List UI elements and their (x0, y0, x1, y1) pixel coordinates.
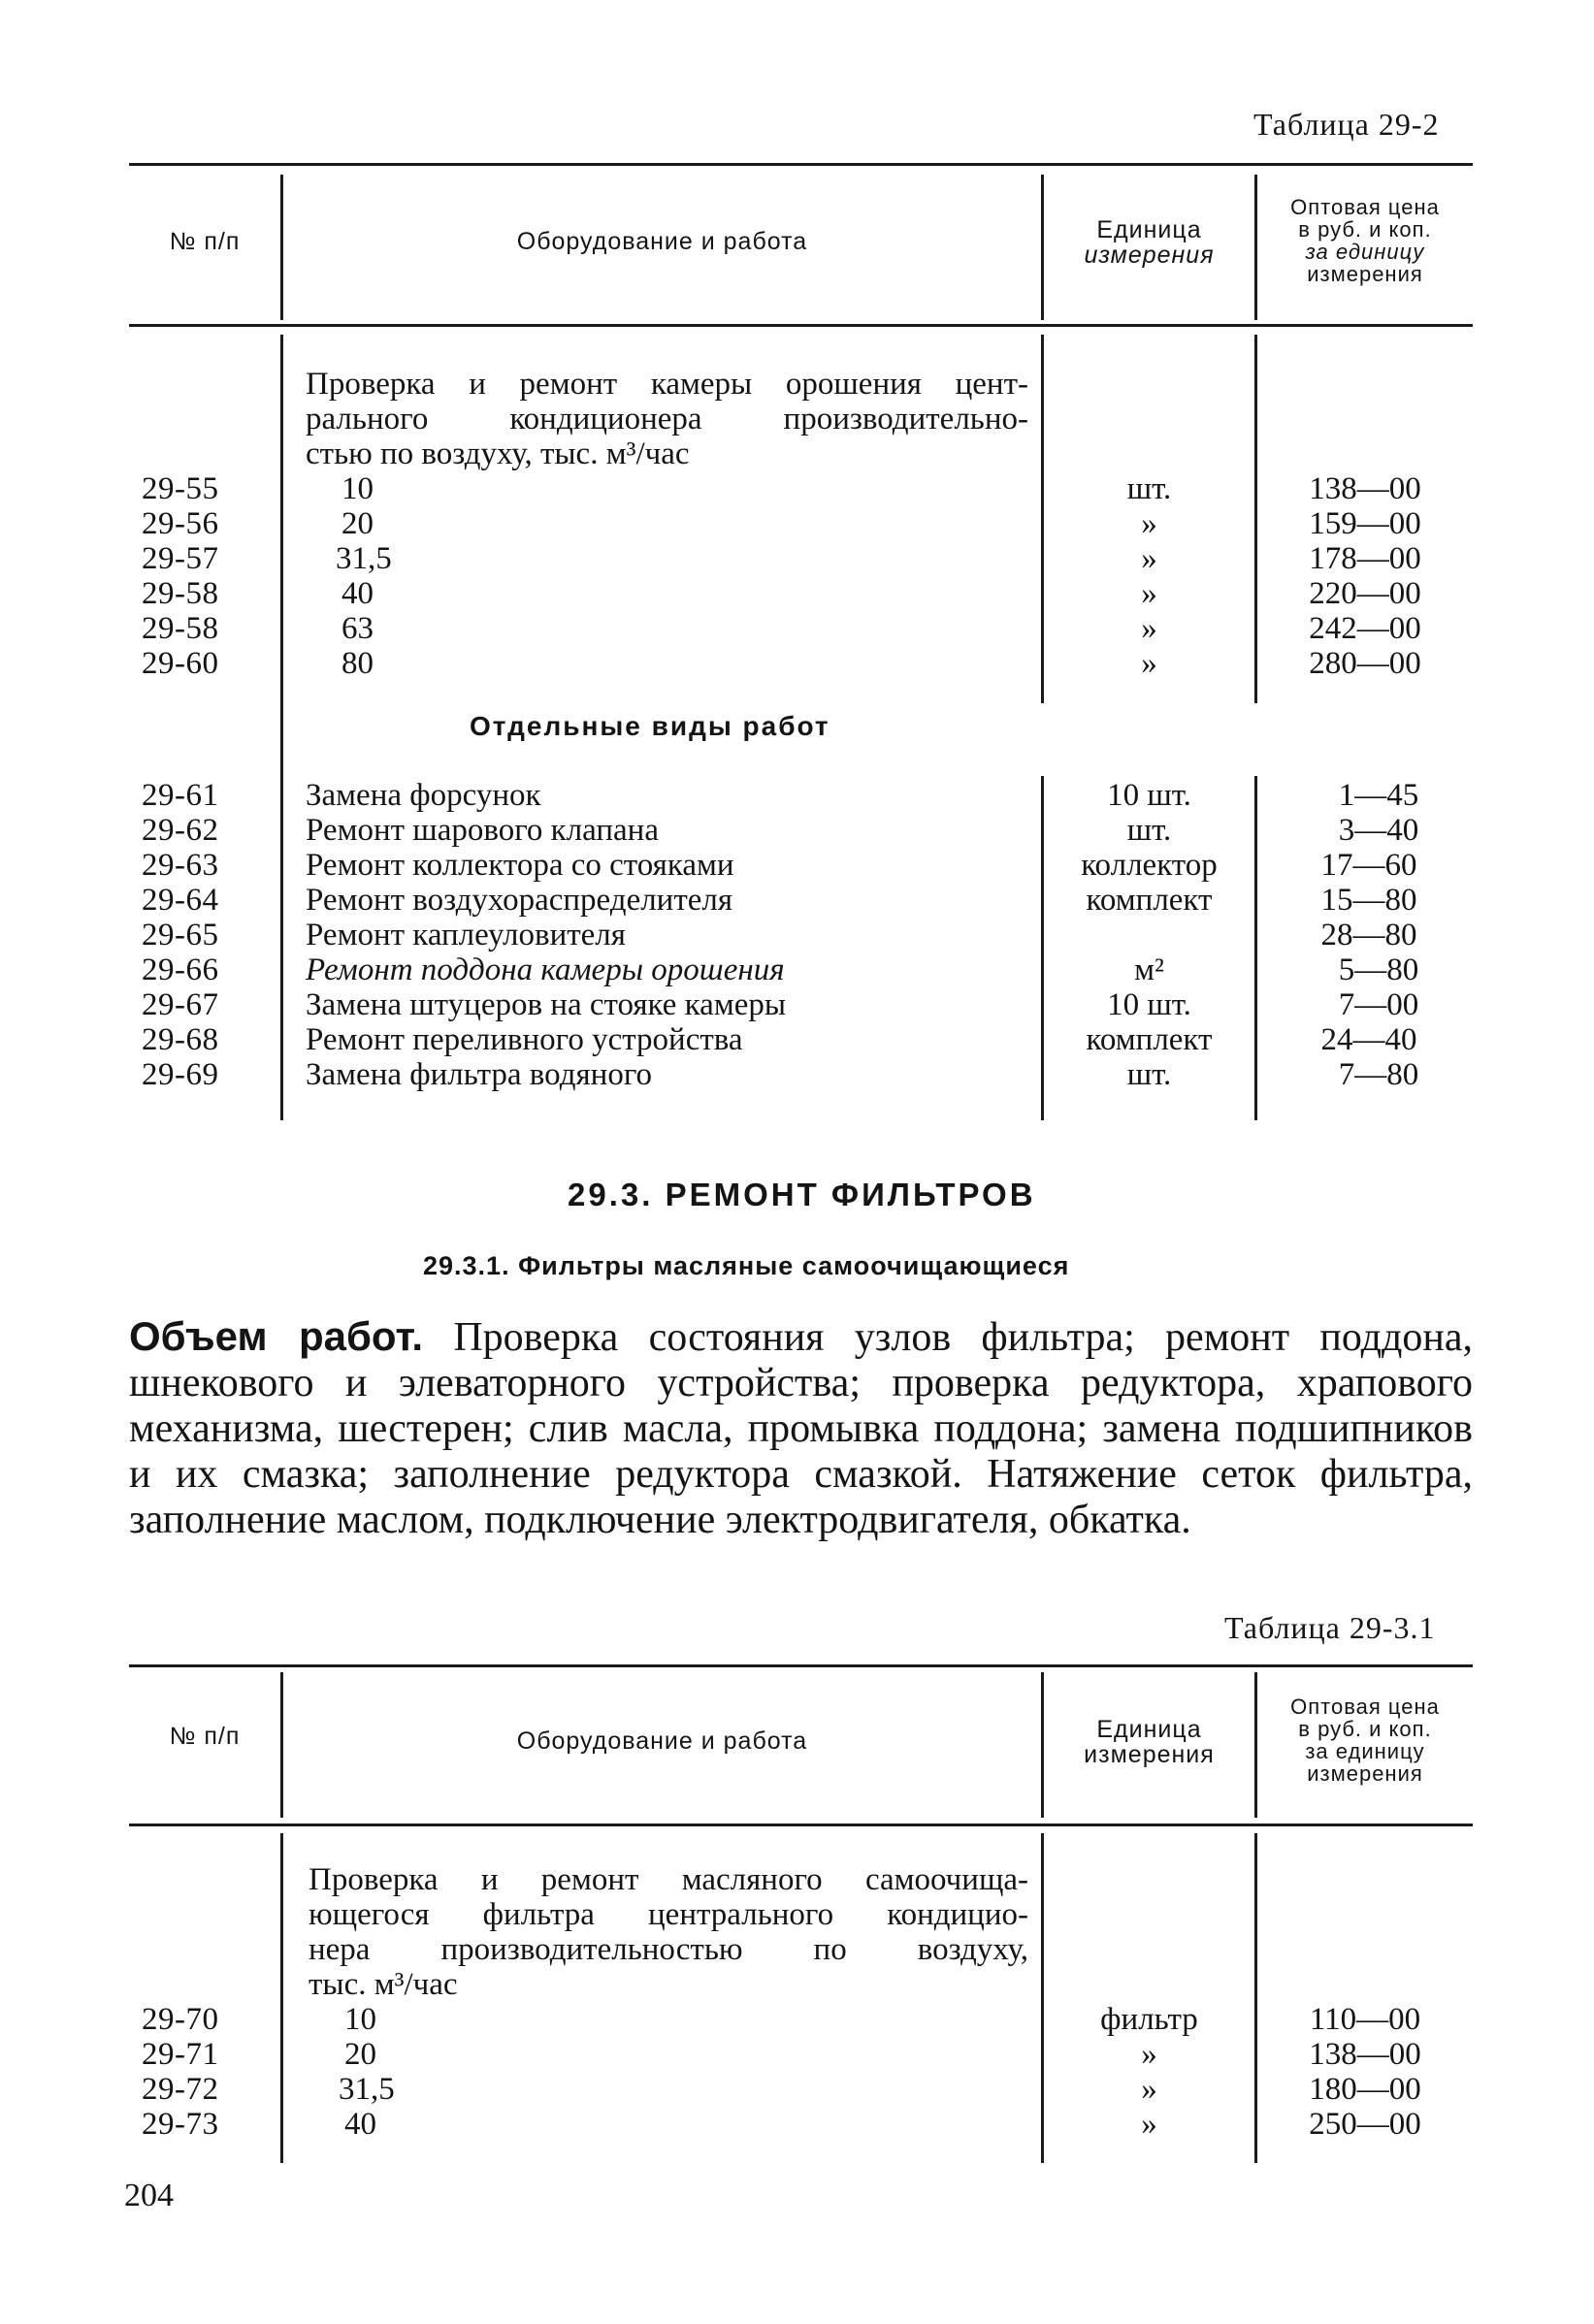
row-number: 29-56 (142, 506, 219, 541)
row-unit: шт. (1126, 1057, 1172, 1092)
table-29-2-header-price-line2: в руб. и коп. (1298, 217, 1432, 242)
table-29-3-1-body-divider-1 (280, 1833, 283, 2163)
table-29-3-1-top-rule (129, 1664, 1473, 1667)
table-29-2-header-rule (129, 324, 1473, 327)
row-price: 15—80 (1320, 883, 1417, 918)
row-unit: комплект (1086, 883, 1213, 918)
page-number: 204 (124, 2178, 174, 2213)
table-29-2-header-price (1257, 196, 1473, 285)
row-capacity: 20 (342, 506, 374, 541)
row-capacity: 63 (342, 611, 374, 646)
row-number: 29-58 (142, 611, 219, 646)
table-29-2-header-price-line3: за единицу (1305, 240, 1425, 265)
row-unit: коллектор (1081, 848, 1218, 883)
row-unit: комплект (1086, 1022, 1213, 1057)
table-29-2-header-unit (1044, 217, 1254, 269)
table-29-2-group-desc-line2: рального кондиционера производительно- (306, 402, 1028, 436)
row-work: Ремонт воздухораспределителя (306, 883, 733, 918)
row-capacity: 31,5 (336, 541, 392, 576)
table-29-3-1-group-desc-line3: нера производительностью по воздуху, (309, 1932, 1028, 1967)
table-29-2-group-desc-line3: стью по воздуху, тыс. м³/час (306, 436, 690, 471)
row-number: 29-64 (142, 883, 219, 918)
table-29-3-1-header-unit-line1: Единица (1096, 1716, 1202, 1743)
row-unit: » (1141, 2107, 1157, 2142)
row-price: 5—80 (1338, 952, 1419, 987)
row-price: 17—60 (1320, 848, 1417, 883)
table-29-3-1-header-price-line1: Оптовая цена (1290, 1695, 1440, 1719)
row-price: 250—00 (1309, 2107, 1421, 2142)
scope-text: Проверка состояния узлов фильтра; ремонт поддона, шнекового и элеваторного устройства; проверка редуктора, храпового механизма, шестерен; слив масла, промывка поддона; замена подшипников и их смазка; заполнение редуктора смазкой. Натяжение сеток фильтра, заполнение маслом, подключение электродвигателя, обкатка. (129, 1315, 1473, 1542)
row-unit: фильтр (1100, 2002, 1198, 2037)
row-number: 29-55 (142, 471, 219, 506)
table-29-2-header-price-line4: измерения (1307, 262, 1423, 287)
row-unit: » (1141, 646, 1157, 681)
row-unit: м² (1134, 952, 1164, 987)
row-unit: » (1141, 541, 1157, 576)
row-price: 159—00 (1309, 506, 1421, 541)
table-29-2-header-price-line1: Оптовая цена (1290, 195, 1440, 219)
row-number: 29-58 (142, 576, 219, 611)
table-29-3-1-header-price-line4: измерения (1307, 1761, 1423, 1787)
row-price: 24—40 (1320, 1022, 1417, 1057)
row-number: 29-57 (142, 541, 219, 576)
row-unit: шт. (1126, 813, 1172, 848)
section-title: 29.3. РЕМОНТ ФИЛЬТРОВ (568, 1177, 1036, 1212)
table-29-3-1-title: Таблица 29-3.1 (1224, 1610, 1436, 1645)
row-unit: шт. (1126, 471, 1172, 506)
row-capacity: 80 (342, 646, 374, 681)
row-capacity: 10 (344, 2002, 376, 2037)
table-29-2-subheading: Отдельные виды работ (470, 711, 830, 741)
row-unit: 10 шт. (1107, 987, 1191, 1022)
row-work: Замена штуцеров на стояке камеры (306, 987, 787, 1022)
row-work: Ремонт переливного устройства (306, 1022, 743, 1057)
table-29-3-1-header-price-line3: за единицу (1305, 1739, 1425, 1764)
row-unit: » (1141, 576, 1157, 611)
table-29-3-1-header-equipment: Оборудование и работа (516, 1727, 808, 1755)
row-number: 29-61 (142, 778, 219, 813)
row-price: 7—80 (1338, 1057, 1419, 1092)
table-29-3-1-group-desc-line4: тыс. м³/час (309, 1967, 458, 2002)
row-work: Замена форсунок (306, 778, 541, 813)
row-work: Замена фильтра водяного (306, 1057, 653, 1092)
row-unit: » (1141, 506, 1157, 541)
row-work: Ремонт шарового клапана (306, 813, 659, 848)
table-29-2-header-unit-line1: Единица (1096, 216, 1202, 243)
row-price: 1—45 (1338, 778, 1419, 813)
subsection-title: 29.3.1. Фильтры масляные самоочищающиеся (423, 1251, 1070, 1280)
row-number: 29-68 (142, 1022, 219, 1057)
row-capacity: 31,5 (339, 2072, 395, 2107)
table-29-2-header-num: № п/п (169, 228, 241, 255)
row-capacity: 40 (342, 576, 374, 611)
row-number: 29-70 (142, 2002, 219, 2037)
row-capacity: 40 (344, 2107, 376, 2142)
table-29-3-1-header-price (1257, 1695, 1473, 1785)
row-unit: » (1141, 2037, 1157, 2072)
table-29-3-1-header-unit-line2: измерения (1084, 1741, 1215, 1769)
row-price: 138—00 (1309, 471, 1421, 506)
row-price: 28—80 (1320, 918, 1417, 952)
table-29-2-group-desc-line1: Проверка и ремонт камеры орошения цент- (306, 367, 1028, 402)
row-price: 178—00 (1309, 541, 1421, 576)
table-29-3-1-group-desc-line2: ющегося фильтра центрального кондицио- (309, 1897, 1028, 1932)
row-price: 3—40 (1338, 813, 1419, 848)
row-price: 138—00 (1309, 2037, 1421, 2072)
table-29-3-1-header-unit (1044, 1717, 1254, 1768)
row-capacity: 20 (344, 2037, 376, 2072)
table-29-2-title: Таблица 29-2 (1253, 107, 1440, 142)
row-work: Ремонт поддона камеры орошения (306, 952, 785, 987)
row-number: 29-72 (142, 2072, 219, 2107)
row-capacity: 10 (342, 471, 374, 506)
row-number: 29-66 (142, 952, 219, 987)
row-price: 7—00 (1338, 987, 1419, 1022)
table-29-3-1-header-rule (129, 1824, 1473, 1826)
scope-label: Объем работ. (129, 1313, 424, 1359)
row-work: Ремонт коллектора со стояками (306, 848, 734, 883)
table-29-2-body-divider-5 (1254, 776, 1257, 1120)
row-price: 280—00 (1309, 646, 1421, 681)
row-work: Ремонт каплеуловителя (306, 918, 626, 952)
row-unit: 10 шт. (1107, 778, 1191, 813)
row-price: 242—00 (1309, 611, 1421, 646)
row-price: 180—00 (1309, 2072, 1421, 2107)
row-number: 29-71 (142, 2037, 219, 2072)
table-29-2-top-rule (129, 163, 1473, 166)
table-29-2-body-divider-1 (280, 335, 283, 1120)
row-number: 29-67 (142, 987, 219, 1022)
row-unit: » (1141, 2072, 1157, 2107)
row-number: 29-73 (142, 2107, 219, 2142)
table-29-3-1-group-desc-line1: Проверка и ремонт масляного самоочища- (309, 1862, 1028, 1897)
table-29-3-1-header-num: № п/п (169, 1723, 241, 1750)
table-29-2-header-unit-line2: измерения (1084, 242, 1215, 270)
row-number: 29-60 (142, 646, 219, 681)
row-number: 29-69 (142, 1057, 219, 1092)
row-number: 29-65 (142, 918, 219, 952)
row-number: 29-63 (142, 848, 219, 883)
table-29-2-header-equipment: Оборудование и работа (516, 228, 808, 255)
row-price: 110—00 (1309, 2002, 1421, 2037)
scope-paragraph (129, 1313, 1473, 1543)
row-price: 220—00 (1309, 576, 1421, 611)
row-number: 29-62 (142, 813, 219, 848)
row-unit: » (1141, 611, 1157, 646)
table-29-3-1-header-price-line2: в руб. и коп. (1298, 1717, 1432, 1742)
